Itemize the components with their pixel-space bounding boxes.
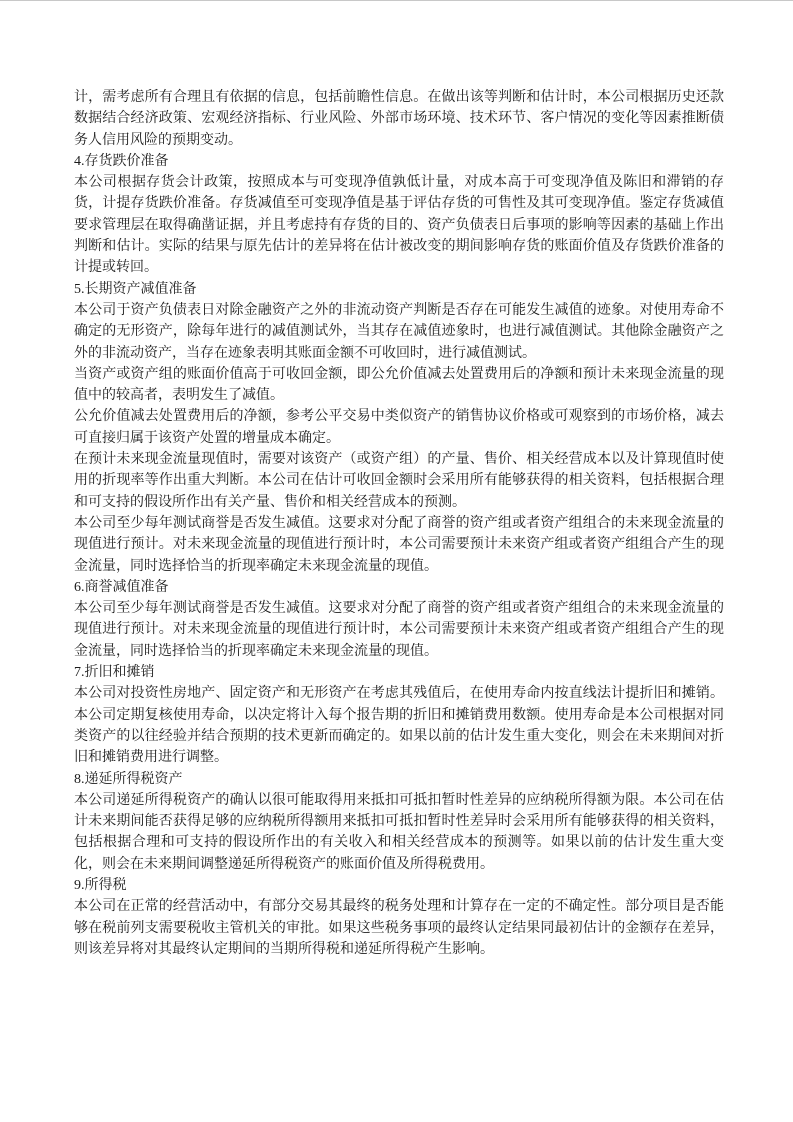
document-body <box>74 87 724 960</box>
section-heading-deferred-tax-assets: 8.递延所得税资产 <box>74 771 183 787</box>
paragraph-inventory-writedown-provision: 本公司根据存货会计政策，按照成本与可变现净值孰低计量，对成本高于可变现净值及陈旧和滞销的存货，计提存货跌价准备。存货减值至可变现净值是基于评估存货的可售性及其可变现净值。鉴定存货减值要求管理层在取得确凿证据，并且考虑持有存货的目的、资产负债表日后事项的影响等因素的基础上作出判断和估计。实际的结果与原先估计的差异将在估计被改变的期间影响存货的账面价值及存货跌价准备的计提或转回。 <box>74 175 724 276</box>
paragraph-goodwill-impairment: 本公司至少每年测试商誉是否发生减值。这要求对分配了商誉的资产组或者资产组组合的未来现金流量的现值进行预计。对未来现金流量的现值进行预计时，本公司需要预计未来资产组或者资产组组合产生的现金流量，同时选择恰当的折现率确定未来现金流量的现值。 <box>74 601 724 659</box>
paragraph-recoverable-amount: 当资产或资产组的账面价值高于可收回金额，即公允价值减去处置费用后的净额和预计未来现金流量的现值中的较高者，表明发生了减值。 <box>74 366 724 404</box>
section-heading-goodwill-impairment: 6.商誉减值准备 <box>74 579 169 595</box>
paragraph-goodwill-annual-test: 本公司至少每年测试商誉是否发生减值。这要求对分配了商誉的资产组或者资产组组合的未来现金流量的现值进行预计。对未来现金流量的现值进行预计时，本公司需要预计未来资产组或者资产组组合产生的现金流量，同时选择恰当的折现率确定未来现金流量的现值。 <box>74 515 724 574</box>
paragraph-depreciation-amortization: 本公司对投资性房地产、固定资产和无形资产在考虑其残值后，在使用寿命内按直线法计提折旧和摊销。本公司定期复核使用寿命，以决定将计入每个报告期的折旧和摊销费用数额。使用寿命是本公司根据对同类资产的以往经验并结合预期的技术更新而确定的。如果以前的估计发生重大变化，则会在未来期间对折旧和摊销费用进行调整。 <box>74 686 724 766</box>
section-heading-depreciation-amortization: 7.折旧和摊销 <box>74 665 155 681</box>
paragraph-income-tax: 本公司在正常的经营活动中，有部分交易其最终的税务处理和计算存在一定的不确定性。部分项目是否能够在税前列支需要税收主管机关的审批。如果这些税务事项的最终认定结果同最初估计的金额存在差异，则该差异将对其最终认定期间的当期所得税和递延所得税产生影响。 <box>74 899 724 957</box>
section-heading-income-tax: 9.所得税 <box>74 877 127 893</box>
section-heading-longterm-asset-impairment: 5.长期资产减值准备 <box>74 281 197 297</box>
paragraph-credit-risk-continuation: 计，需考虑所有合理且有依据的信息，包括前瞻性信息。在做出该等判断和估计时，本公司根据历史还款数据结合经济政策、宏观经济指标、行业风险、外部市场环境、技术环节、客户情况的变化等因素推断债务人信用风险的预期变动。 <box>74 90 724 148</box>
section-heading-inventory-writedown-provision: 4.存货跌价准备 <box>74 153 169 169</box>
paragraph-fair-value-less-disposal-costs: 公允价值减去处置费用后的净额，参考公平交易中类似资产的销售协议价格或可观察到的市场价格，减去可直接归属于该资产处置的增量成本确定。 <box>74 409 724 446</box>
paragraph-deferred-tax-assets: 本公司递延所得税资产的确认以很可能取得用来抵扣可抵扣暂时性差异的应纳税所得额为限。本公司在估计未来期间能否获得足够的应纳税所得额用来抵扣可抵扣暂时性差异时会采用所有能够获得的相关资料，包括根据合理和可支持的假设所作出的有关收入和相关经营成本的预测等。如果以前的估计发生重大变化，则会在未来期间调整递延所得税资产的账面价值及所得税费用。 <box>74 792 724 872</box>
paragraph-future-cash-flow-present-value: 在预计未来现金流量现值时，需要对该资产（或资产组）的产量、售价、相关经营成本以及计算现值时使用的折现率等作出重大判断。本公司在估计可收回金额时会采用所有能够获得的相关资料，包括根据合理和可支持的假设所作出有关产量、售价和相关经营成本的预测。 <box>74 452 724 510</box>
paragraph-impairment-indicators: 本公司于资产负债表日对除金融资产之外的非流动资产判断是否存在可能发生减值的迹象。对使用寿命不确定的无形资产，除每年进行的减值测试外，当其存在减值迹象时，也进行减值测试。其他除金融资产之外的非流动资产，当存在迹象表明其账面金额不可收回时，进行减值测试。 <box>74 302 724 361</box>
